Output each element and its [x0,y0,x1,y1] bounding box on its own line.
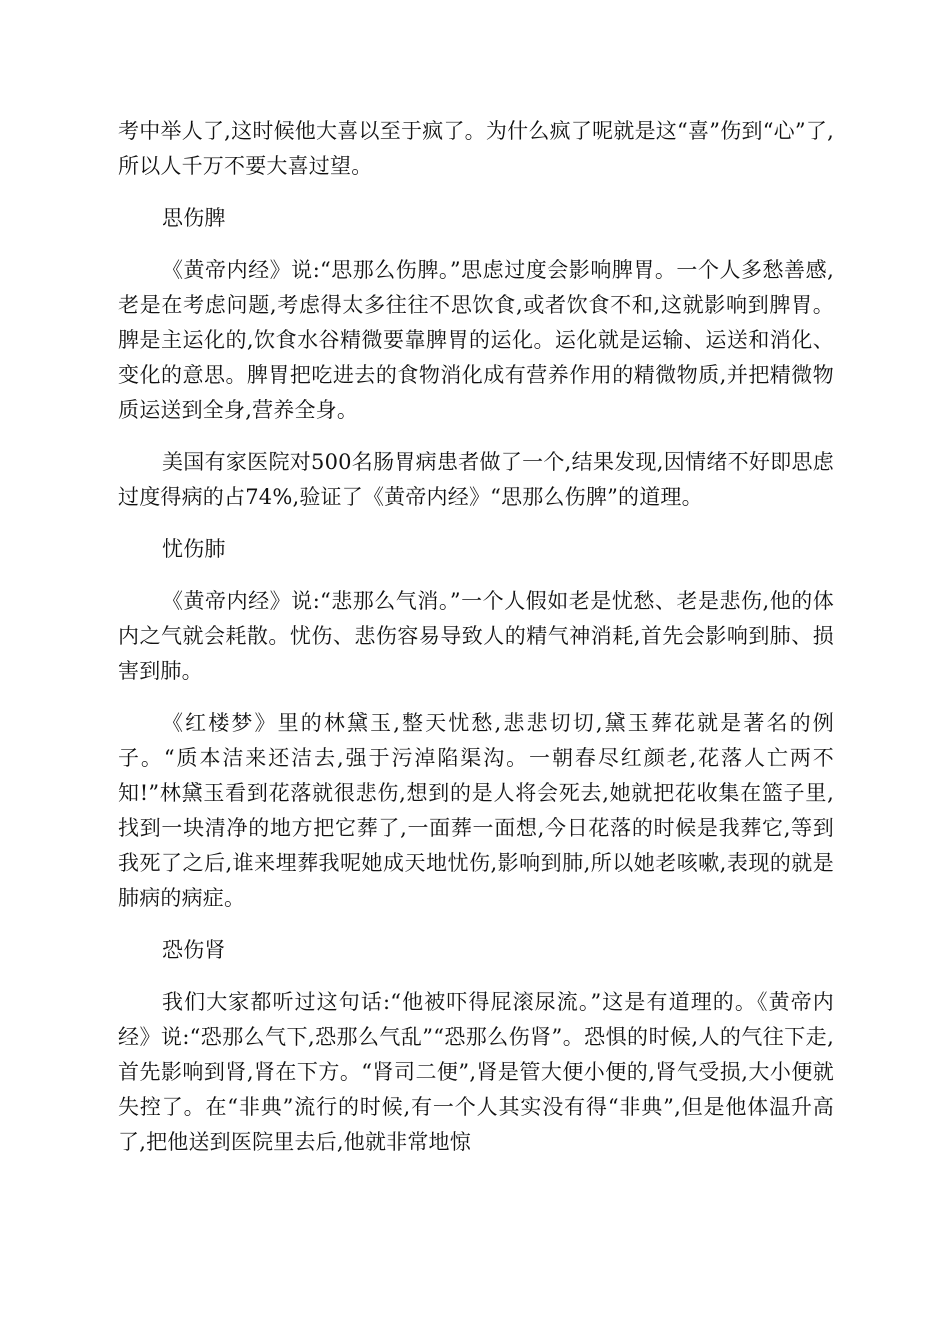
section-lung [118,532,834,916]
section-heading: 思伤脾 [162,206,226,230]
section-kidney [118,933,834,1160]
section-heading: 忧伤肺 [162,537,226,561]
section-spleen [118,201,834,515]
body-paragraph: 《黄帝内经》说:“悲那么气消。”一个人假如老是忧愁、老是悲伤,他的体内之气就会耗散。忧伤、悲伤容易导致人的精气神消耗,首先会影响到肺、损害到肺。 [118,589,834,683]
intro-paragraph: 考中举人了,这时候他大喜以至于疯了。为什么疯了呢就是这“喜”伤到“心”了,所以人千万不要大喜过望。 [118,119,834,178]
body-paragraph: 我们大家都听过这句话:“他被吓得屁滚尿流。”这是有道理的。《黄帝内经》说:“恐那么气下,恐那么气乱”“恐那么伤肾”。恐惧的时候,人的气往下走,首先影响到肾,肾在下方。“肾司二便”,肾是管大便小便的,肾气受损,大小便就失控了。在“非典”流行的时候,有一个人其实没有得“非典”,但是他体温升高了,把他送到医院里去后,他就非常地惊 [118,990,834,1154]
body-paragraph: 《黄帝内经》说:“思那么伤脾。”思虑过度会影响脾胃。一个人多愁善感,老是在考虑问题,考虑得太多往往不思饮食,或者饮食不和,这就影响到脾胃。脾是主运化的,饮食水谷精微要靠脾胃的运化。运化就是运输、运送和消化、变化的意思。脾胃把吃进去的食物消化成有营养作用的精微物质,并把精微物质运送到全身,营养全身。 [118,258,834,422]
section-heading: 恐伤肾 [162,938,226,962]
body-paragraph: 美国有家医院对500名肠胃病患者做了一个,结果发现,因情绪不好即思虑过度得病的占74%,验证了《黄帝内经》“思那么伤脾”的道理。 [118,450,834,509]
body-paragraph: 《红楼梦》里的林黛玉,整天忧愁,悲悲切切,黛玉葬花就是著名的例子。“质本洁来还洁去,强于污淖陷渠沟。一朝春尽红颜老,花落人亡两不知!”林黛玉看到花落就很悲伤,想到的是人将会死去,她就把花收集在篮子里,找到一块清净的地方把它葬了,一面葬一面想,今日花落的时候是我葬它,等到我死了之后,谁来埋葬我呢她成天地忧伤,影响到肺,所以她老咳嗽,表现的就是肺病的病症。 [118,711,834,910]
document-page [118,114,834,1177]
